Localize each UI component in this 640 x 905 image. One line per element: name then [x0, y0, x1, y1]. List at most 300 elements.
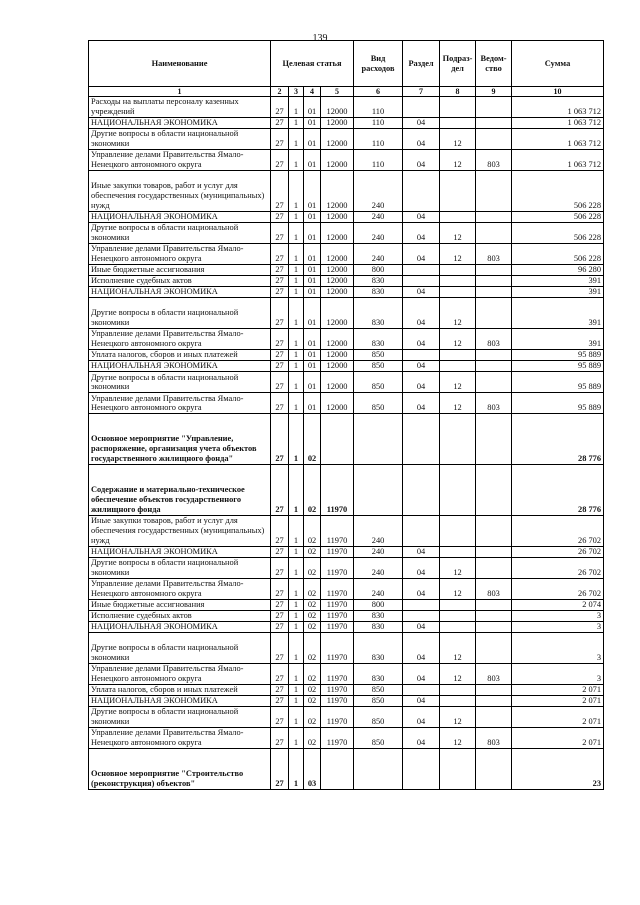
target-code-direction: 11970: [321, 632, 354, 663]
amount-cell: 95 889: [512, 372, 604, 393]
amount-cell: 2 071: [512, 728, 604, 749]
subsection-cell: 12: [440, 222, 476, 243]
section-cell: [403, 97, 440, 118]
expense-type-cell: 240: [354, 557, 403, 578]
table-row: [89, 707, 604, 728]
subsection-cell: 12: [440, 393, 476, 414]
section-cell: [403, 171, 440, 212]
row-name: Уплата налогов, сборов и иных платежей: [89, 684, 271, 695]
department-cell: [476, 684, 512, 695]
expense-type-cell: 110: [354, 118, 403, 129]
target-code-direction: 12000: [321, 393, 354, 414]
target-code-direction: 12000: [321, 361, 354, 372]
department-cell: [476, 118, 512, 129]
department-cell: 803: [476, 329, 512, 350]
row-name: Основное мероприятие "Строительство (реконструкция) объектов": [89, 749, 271, 790]
row-name: Другие вопросы в области национальной экономики: [89, 707, 271, 728]
row-name: НАЦИОНАЛЬНАЯ ЭКОНОМИКА: [89, 695, 271, 706]
department-cell: [476, 695, 512, 706]
col-number: 7: [403, 87, 440, 97]
header-amount: Сумма: [512, 41, 604, 87]
target-code-event: 01: [304, 329, 321, 350]
section-cell: 04: [403, 621, 440, 632]
subsection-cell: [440, 749, 476, 790]
table-row: [89, 599, 604, 610]
section-cell: 04: [403, 546, 440, 557]
target-code-program: 27: [271, 557, 289, 578]
page-number: 139: [312, 33, 328, 44]
department-cell: 803: [476, 728, 512, 749]
table-row: [89, 129, 604, 150]
target-code-event: 02: [304, 578, 321, 599]
target-code-subprogram: 1: [289, 557, 304, 578]
section-cell: 04: [403, 150, 440, 171]
expense-type-cell: 800: [354, 264, 403, 275]
target-code-subprogram: 1: [289, 222, 304, 243]
table-row: [89, 610, 604, 621]
expense-type-cell: 830: [354, 621, 403, 632]
target-code-direction: 12000: [321, 372, 354, 393]
expense-type-cell: [354, 414, 403, 465]
subsection-cell: 12: [440, 728, 476, 749]
col-number: 2: [271, 87, 289, 97]
amount-cell: 391: [512, 276, 604, 287]
expense-type-cell: 830: [354, 610, 403, 621]
target-code-program: 27: [271, 350, 289, 361]
row-name: Управление делами Правительства Ямало-Ненецкого автономного округа: [89, 663, 271, 684]
subsection-cell: 12: [440, 243, 476, 264]
target-code-program: 27: [271, 287, 289, 298]
section-cell: [403, 414, 440, 465]
table-row: [89, 350, 604, 361]
amount-cell: 26 702: [512, 557, 604, 578]
expense-type-cell: 850: [354, 728, 403, 749]
table-row: [89, 298, 604, 329]
expense-type-cell: 830: [354, 632, 403, 663]
section-cell: 04: [403, 298, 440, 329]
target-code-direction: 11970: [321, 546, 354, 557]
amount-cell: 2 071: [512, 684, 604, 695]
expense-type-cell: 850: [354, 695, 403, 706]
department-cell: [476, 610, 512, 621]
row-name: Управление делами Правительства Ямало-Ненецкого автономного округа: [89, 728, 271, 749]
target-code-program: 27: [271, 243, 289, 264]
subsection-cell: [440, 211, 476, 222]
row-name: Управление делами Правительства Ямало-Ненецкого автономного округа: [89, 150, 271, 171]
target-code-program: 27: [271, 610, 289, 621]
target-code-event: 02: [304, 465, 321, 516]
row-name: Содержание и материально-техническое обеспечение объектов государственного жилищного фонда: [89, 465, 271, 516]
target-code-direction: 12000: [321, 97, 354, 118]
amount-cell: 3: [512, 621, 604, 632]
target-code-event: 02: [304, 414, 321, 465]
target-code-subprogram: 1: [289, 171, 304, 212]
target-code-program: 27: [271, 599, 289, 610]
table-body: [89, 97, 604, 790]
amount-cell: 1 063 712: [512, 97, 604, 118]
department-cell: [476, 599, 512, 610]
target-code-program: 27: [271, 393, 289, 414]
amount-cell: 26 702: [512, 515, 604, 546]
target-code-subprogram: 1: [289, 393, 304, 414]
target-code-event: 01: [304, 243, 321, 264]
expense-type-cell: 240: [354, 243, 403, 264]
row-name: Иные закупки товаров, работ и услуг для обеспечения государственных (муниципальных) нужд: [89, 171, 271, 212]
amount-cell: 391: [512, 298, 604, 329]
amount-cell: 28 776: [512, 414, 604, 465]
table-row: [89, 329, 604, 350]
expense-type-cell: 110: [354, 97, 403, 118]
row-name: Основное мероприятие "Управление, распоряжение, организация учета объектов государственного жилищного фонда": [89, 414, 271, 465]
row-name: Управление делами Правительства Ямало-Ненецкого автономного округа: [89, 243, 271, 264]
row-name: Другие вопросы в области национальной экономики: [89, 632, 271, 663]
target-code-direction: 12000: [321, 298, 354, 329]
expense-type-cell: 240: [354, 546, 403, 557]
target-code-subprogram: 1: [289, 350, 304, 361]
header-expense-type: Вид расходов: [354, 41, 403, 87]
target-code-event: 02: [304, 695, 321, 706]
target-code-direction: 12000: [321, 129, 354, 150]
subsection-cell: [440, 465, 476, 516]
target-code-direction: 11970: [321, 695, 354, 706]
row-name: Уплата налогов, сборов и иных платежей: [89, 350, 271, 361]
subsection-cell: [440, 287, 476, 298]
subsection-cell: [440, 621, 476, 632]
department-cell: [476, 298, 512, 329]
target-code-direction: [321, 414, 354, 465]
target-code-direction: 11970: [321, 728, 354, 749]
expense-type-cell: 850: [354, 372, 403, 393]
target-code-event: 02: [304, 515, 321, 546]
target-code-program: 27: [271, 129, 289, 150]
target-code-event: 01: [304, 264, 321, 275]
target-code-event: 02: [304, 728, 321, 749]
section-cell: [403, 465, 440, 516]
target-code-program: 27: [271, 361, 289, 372]
expense-type-cell: 830: [354, 276, 403, 287]
target-code-program: 27: [271, 222, 289, 243]
target-code-direction: 11970: [321, 684, 354, 695]
department-cell: [476, 129, 512, 150]
table-row: [89, 728, 604, 749]
target-code-subprogram: 1: [289, 621, 304, 632]
section-cell: 04: [403, 118, 440, 129]
section-cell: 04: [403, 243, 440, 264]
target-code-program: 27: [271, 329, 289, 350]
department-cell: [476, 372, 512, 393]
target-code-event: 02: [304, 707, 321, 728]
row-name: Иные бюджетные ассигнования: [89, 599, 271, 610]
expense-type-cell: 240: [354, 171, 403, 212]
target-code-direction: 12000: [321, 171, 354, 212]
row-name: Другие вопросы в области национальной экономики: [89, 129, 271, 150]
target-code-subprogram: 1: [289, 329, 304, 350]
target-code-direction: 11970: [321, 610, 354, 621]
table-row: [89, 361, 604, 372]
target-code-program: 27: [271, 465, 289, 516]
table-row: [89, 578, 604, 599]
row-name: НАЦИОНАЛЬНАЯ ЭКОНОМИКА: [89, 621, 271, 632]
amount-cell: 2 071: [512, 707, 604, 728]
section-cell: [403, 276, 440, 287]
target-code-event: 02: [304, 663, 321, 684]
expense-type-cell: 830: [354, 329, 403, 350]
amount-cell: 26 702: [512, 546, 604, 557]
target-code-event: 01: [304, 372, 321, 393]
expense-type-cell: 240: [354, 578, 403, 599]
target-code-program: 27: [271, 298, 289, 329]
target-code-event: 01: [304, 393, 321, 414]
target-code-subprogram: 1: [289, 728, 304, 749]
amount-cell: 1 063 712: [512, 118, 604, 129]
target-code-direction: 12000: [321, 287, 354, 298]
expense-type-cell: 830: [354, 287, 403, 298]
amount-cell: 1 063 712: [512, 150, 604, 171]
row-name: Расходы на выплаты персоналу казенных учреждений: [89, 97, 271, 118]
department-cell: [476, 414, 512, 465]
row-name: НАЦИОНАЛЬНАЯ ЭКОНОМИКА: [89, 118, 271, 129]
target-code-event: 01: [304, 350, 321, 361]
target-code-direction: 12000: [321, 211, 354, 222]
department-cell: [476, 361, 512, 372]
target-code-event: 01: [304, 222, 321, 243]
subsection-cell: [440, 695, 476, 706]
department-cell: 803: [476, 243, 512, 264]
target-code-event: 02: [304, 632, 321, 663]
section-cell: [403, 264, 440, 275]
target-code-subprogram: 1: [289, 684, 304, 695]
section-cell: 04: [403, 211, 440, 222]
subsection-cell: 12: [440, 632, 476, 663]
target-code-subprogram: 1: [289, 243, 304, 264]
section-cell: [403, 684, 440, 695]
section-cell: 04: [403, 695, 440, 706]
target-code-subprogram: 1: [289, 546, 304, 557]
target-code-subprogram: 1: [289, 749, 304, 790]
department-cell: [476, 621, 512, 632]
expense-type-cell: 110: [354, 150, 403, 171]
amount-cell: 391: [512, 329, 604, 350]
table-row: [89, 414, 604, 465]
expense-type-cell: 830: [354, 663, 403, 684]
target-code-subprogram: 1: [289, 298, 304, 329]
row-name: Управление делами Правительства Ямало-Ненецкого автономного округа: [89, 329, 271, 350]
table-row: [89, 222, 604, 243]
expense-type-cell: 240: [354, 515, 403, 546]
target-code-subprogram: 1: [289, 372, 304, 393]
department-cell: [476, 287, 512, 298]
target-code-subprogram: 1: [289, 276, 304, 287]
expense-type-cell: 850: [354, 707, 403, 728]
table-row: [89, 684, 604, 695]
target-code-subprogram: 1: [289, 118, 304, 129]
table-row: [89, 465, 604, 516]
subsection-cell: [440, 171, 476, 212]
subsection-cell: [440, 276, 476, 287]
section-cell: 04: [403, 632, 440, 663]
target-code-event: 02: [304, 610, 321, 621]
target-code-event: 01: [304, 211, 321, 222]
target-code-subprogram: 1: [289, 515, 304, 546]
row-name: Другие вопросы в области национальной экономики: [89, 372, 271, 393]
department-cell: [476, 557, 512, 578]
header-section: Раздел: [403, 41, 440, 87]
header-row: [89, 41, 604, 87]
col-number: 10: [512, 87, 604, 97]
target-code-program: 27: [271, 264, 289, 275]
target-code-event: 01: [304, 287, 321, 298]
table-row: [89, 515, 604, 546]
target-code-event: 02: [304, 599, 321, 610]
subsection-cell: 12: [440, 578, 476, 599]
table-row: [89, 621, 604, 632]
subsection-cell: [440, 118, 476, 129]
target-code-program: 27: [271, 414, 289, 465]
amount-cell: 391: [512, 287, 604, 298]
table-row: [89, 211, 604, 222]
target-code-direction: 12000: [321, 222, 354, 243]
table-row: [89, 546, 604, 557]
department-cell: [476, 465, 512, 516]
target-code-direction: 11970: [321, 621, 354, 632]
target-code-event: 01: [304, 97, 321, 118]
target-code-direction: 12000: [321, 243, 354, 264]
table-row: [89, 97, 604, 118]
target-code-program: 27: [271, 118, 289, 129]
header-target: Целевая статья: [271, 41, 354, 87]
target-code-event: 03: [304, 749, 321, 790]
col-number: 5: [321, 87, 354, 97]
subsection-cell: [440, 350, 476, 361]
target-code-subprogram: 1: [289, 211, 304, 222]
target-code-event: 01: [304, 171, 321, 212]
subsection-cell: 12: [440, 557, 476, 578]
row-name: НАЦИОНАЛЬНАЯ ЭКОНОМИКА: [89, 361, 271, 372]
section-cell: 04: [403, 329, 440, 350]
department-cell: [476, 707, 512, 728]
target-code-subprogram: 1: [289, 663, 304, 684]
department-cell: 803: [476, 578, 512, 599]
table-row: [89, 557, 604, 578]
target-code-program: 27: [271, 276, 289, 287]
expense-type-cell: 830: [354, 298, 403, 329]
target-code-event: 01: [304, 129, 321, 150]
department-cell: 803: [476, 393, 512, 414]
section-cell: 04: [403, 578, 440, 599]
row-name: Управление делами Правительства Ямало-Ненецкого автономного округа: [89, 393, 271, 414]
subsection-cell: [440, 684, 476, 695]
department-cell: [476, 171, 512, 212]
subsection-cell: [440, 546, 476, 557]
table-row: [89, 632, 604, 663]
target-code-direction: 12000: [321, 264, 354, 275]
target-code-subprogram: 1: [289, 610, 304, 621]
target-code-subprogram: 1: [289, 287, 304, 298]
department-cell: [476, 632, 512, 663]
col-number: 6: [354, 87, 403, 97]
subsection-cell: [440, 515, 476, 546]
col-number: 3: [289, 87, 304, 97]
department-cell: [476, 546, 512, 557]
expense-type-cell: 800: [354, 599, 403, 610]
target-code-direction: 11970: [321, 557, 354, 578]
department-cell: 803: [476, 663, 512, 684]
target-code-subprogram: 1: [289, 361, 304, 372]
header-department: Ведом-ство: [476, 41, 512, 87]
target-code-program: 27: [271, 621, 289, 632]
table-row: [89, 264, 604, 275]
target-code-direction: 12000: [321, 329, 354, 350]
amount-cell: 95 889: [512, 361, 604, 372]
section-cell: 04: [403, 663, 440, 684]
amount-cell: 1 063 712: [512, 129, 604, 150]
target-code-program: 27: [271, 211, 289, 222]
section-cell: [403, 599, 440, 610]
target-code-program: 27: [271, 695, 289, 706]
table-row: [89, 276, 604, 287]
target-code-program: 27: [271, 749, 289, 790]
subsection-cell: [440, 599, 476, 610]
subsection-cell: 12: [440, 372, 476, 393]
subsection-cell: 12: [440, 129, 476, 150]
row-name: Исполнение судебных актов: [89, 276, 271, 287]
target-code-direction: 12000: [321, 276, 354, 287]
target-code-event: 01: [304, 361, 321, 372]
expense-type-cell: 850: [354, 684, 403, 695]
budget-table: [88, 40, 604, 790]
target-code-direction: 11970: [321, 599, 354, 610]
target-code-direction: [321, 749, 354, 790]
column-number-row: [89, 87, 604, 97]
row-name: Другие вопросы в области национальной экономики: [89, 298, 271, 329]
section-cell: [403, 350, 440, 361]
col-number: 1: [89, 87, 271, 97]
target-code-program: 27: [271, 578, 289, 599]
row-name: Другие вопросы в области национальной экономики: [89, 557, 271, 578]
target-code-program: 27: [271, 632, 289, 663]
amount-cell: 96 280: [512, 264, 604, 275]
target-code-subprogram: 1: [289, 632, 304, 663]
target-code-event: 02: [304, 557, 321, 578]
department-cell: [476, 515, 512, 546]
section-cell: 04: [403, 557, 440, 578]
subsection-cell: [440, 414, 476, 465]
row-name: НАЦИОНАЛЬНАЯ ЭКОНОМИКА: [89, 211, 271, 222]
expense-type-cell: 240: [354, 222, 403, 243]
target-code-program: 27: [271, 171, 289, 212]
col-number: 8: [440, 87, 476, 97]
target-code-event: 01: [304, 150, 321, 171]
expense-type-cell: 110: [354, 129, 403, 150]
amount-cell: 95 889: [512, 393, 604, 414]
department-cell: [476, 222, 512, 243]
expense-type-cell: 850: [354, 361, 403, 372]
department-cell: [476, 97, 512, 118]
department-cell: [476, 211, 512, 222]
target-code-subprogram: 1: [289, 465, 304, 516]
section-cell: [403, 610, 440, 621]
subsection-cell: 12: [440, 663, 476, 684]
col-number: 4: [304, 87, 321, 97]
target-code-program: 27: [271, 372, 289, 393]
expense-type-cell: 850: [354, 350, 403, 361]
target-code-direction: 12000: [321, 150, 354, 171]
target-code-subprogram: 1: [289, 264, 304, 275]
expense-type-cell: [354, 465, 403, 516]
target-code-subprogram: 1: [289, 707, 304, 728]
target-code-program: 27: [271, 515, 289, 546]
subsection-cell: 12: [440, 150, 476, 171]
